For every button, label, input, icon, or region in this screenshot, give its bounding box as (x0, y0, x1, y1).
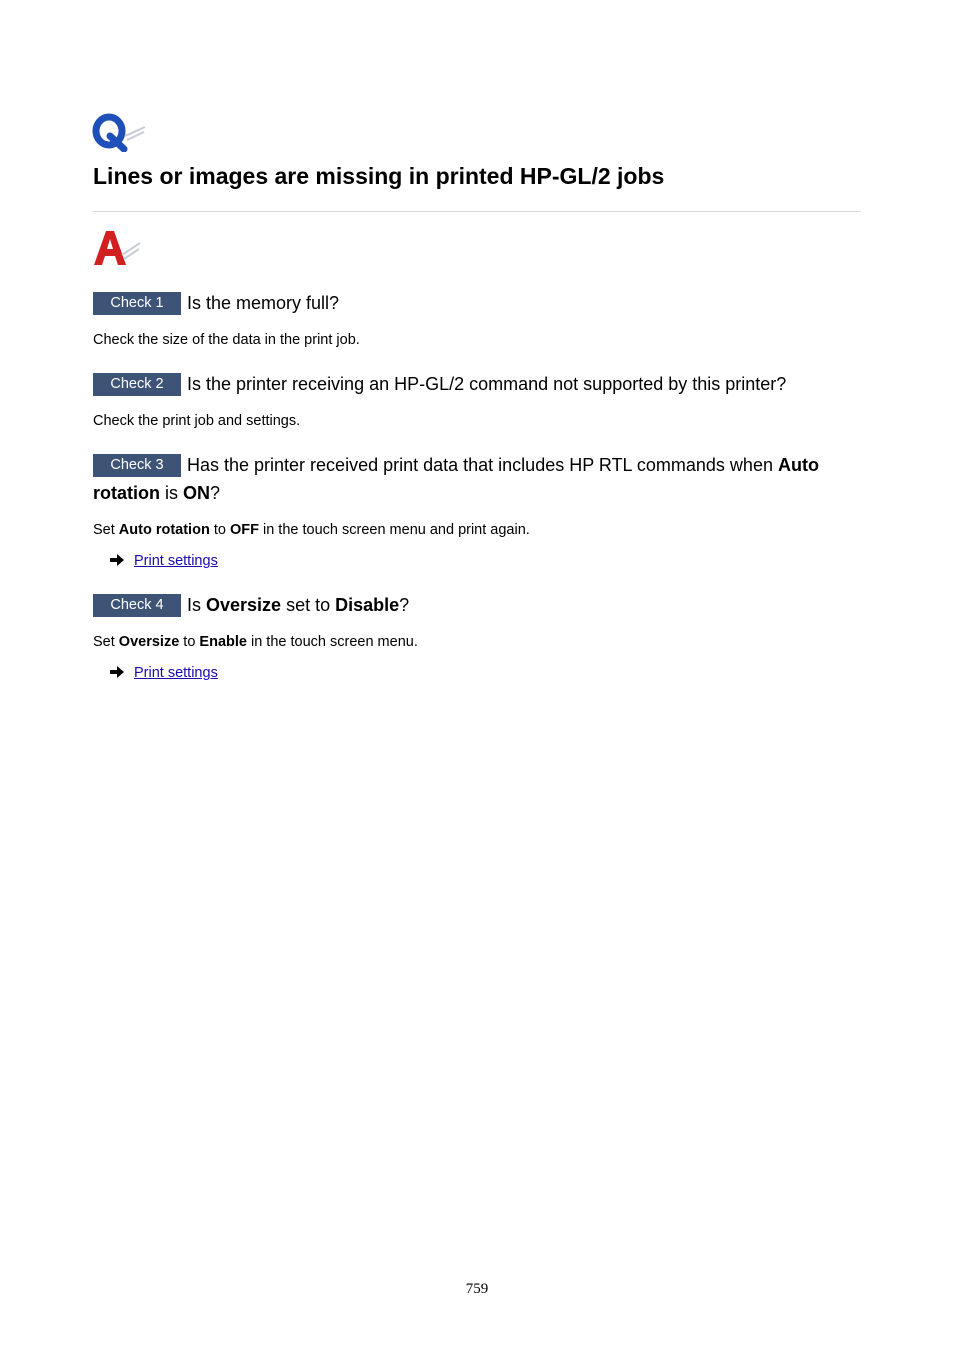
check-4-heading: Check 4 Is Oversize set to Disable? (93, 591, 861, 619)
check-4-body: Set Oversize to Enable in the touch screen menu. (93, 634, 418, 650)
check-3-heading: Check 3 Has the printer received print data that includes HP RTL commands when Auto rotation is ON? (93, 455, 819, 503)
arrow-right-icon (110, 554, 124, 566)
check-3-link-row (110, 551, 218, 571)
divider (93, 211, 861, 212)
check-badge: Check 3 (93, 454, 181, 477)
check-4-link-row (110, 663, 218, 683)
check-badge: Check 4 (93, 594, 181, 617)
q-icon (92, 112, 148, 152)
print-settings-link[interactable]: Print settings (134, 553, 218, 569)
check-1-heading: Check 1 Is the memory full? (93, 289, 861, 317)
check-2-body: Check the print job and settings. (93, 413, 301, 429)
page-title: Lines or images are missing in printed HP-GL/2 jobs (93, 163, 665, 189)
print-settings-link[interactable]: Print settings (134, 665, 218, 681)
check-badge: Check 1 (93, 292, 181, 315)
a-icon (92, 229, 142, 267)
page-number: 759 (465, 1281, 489, 1297)
arrow-right-icon (110, 666, 124, 678)
check-1-body: Check the size of the data in the print job. (93, 332, 360, 348)
check-badge: Check 2 (93, 373, 181, 396)
check-2-heading: Check 2 Is the printer receiving an HP-GL/2 command not supported by this printer? (93, 370, 861, 398)
check-3-body: Set Auto rotation to OFF in the touch screen menu and print again. (93, 522, 530, 538)
